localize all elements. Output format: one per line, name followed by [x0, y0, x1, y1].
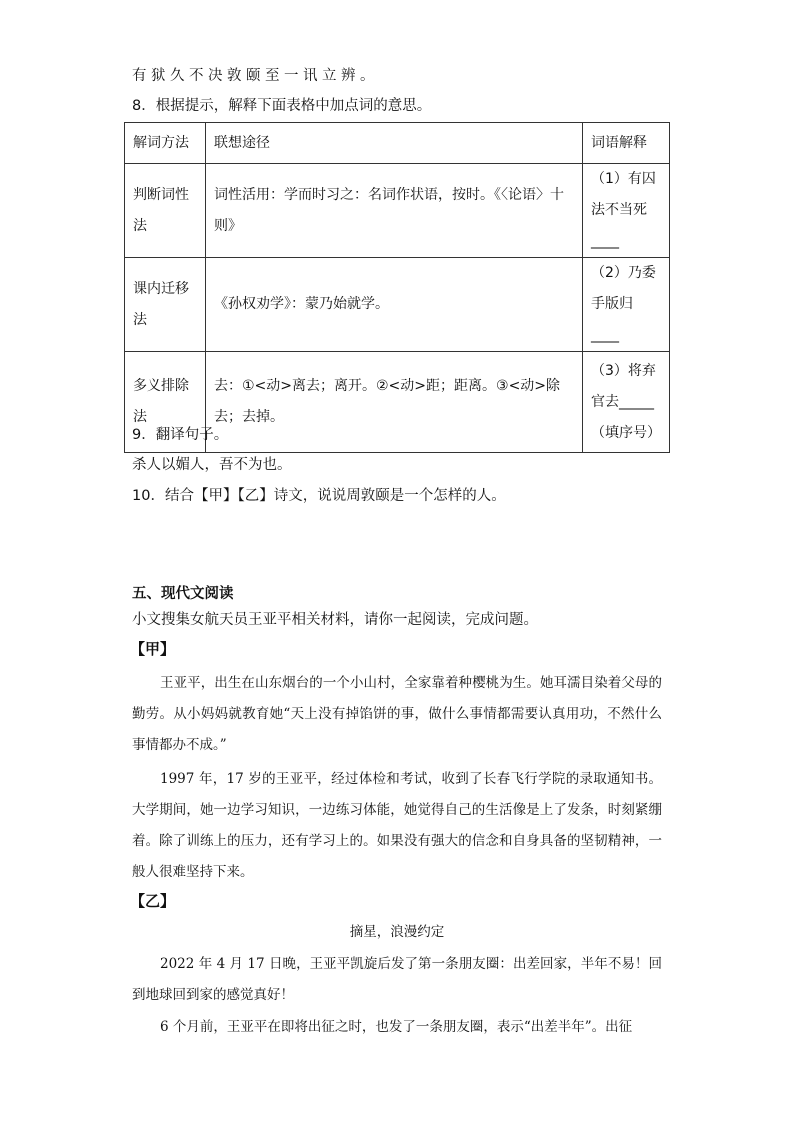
yi-label: 【乙】	[130, 892, 176, 910]
q9-prompt: 9．翻译句子。	[132, 427, 229, 443]
row-method: 多义排除法	[125, 352, 206, 453]
row-answer[interactable]: （3）将弃官去_____（填序号）	[583, 352, 670, 453]
yi-title: 摘星，浪漫约定	[349, 924, 445, 940]
header-method: 解词方法	[125, 123, 206, 164]
row-method: 判断词性法	[125, 164, 206, 258]
jia-label: 【甲】	[130, 640, 176, 658]
row-answer[interactable]: （1）有囚法不当死____	[583, 164, 670, 258]
row-path: 去：①<动>离去；离开。②<动>距；距离。③<动>除去；去掉。	[206, 352, 583, 453]
row-answer[interactable]: （2）乃委手版归 ____	[583, 258, 670, 352]
row-method: 课内迁移法	[125, 258, 206, 352]
jia-paragraph-2: 1997 年，17 岁的王亚平，经过体检和考试，收到了长春飞行学院的录取通知书。大学期间，她一边学习知识，一边练习体能，她觉得自己的生活像是上了发条，时刻紧绷着。除了训练上的压力，还有学习上的。如果没有强大的信念和自身具备的坚韧精神，一般人很难坚持下来。	[132, 771, 662, 880]
intro-line: 有狱久不决敦颐至一讯立辨。	[132, 68, 379, 84]
yi-paragraph-1: 2022 年 4 月 17 日晚，王亚平凯旋后发了第一条朋友圈：出差回家，半年不易！回到地球回到家的感觉真好！	[132, 956, 662, 1003]
section-intro: 小文搜集女航天员王亚平相关材料，请你一起阅读，完成问题。	[132, 612, 538, 628]
row-path: 《孙权劝学》：蒙乃始就学。	[206, 258, 583, 352]
yi-paragraph-2: 6 个月前，王亚平在即将出征之时，也发了一条朋友圈，表示“出差半年”。出征	[160, 1019, 633, 1035]
q8-prompt: 8．根据提示，解释下面表格中加点词的意思。	[132, 98, 432, 114]
header-answer: 词语解释	[583, 123, 670, 164]
q8-table	[124, 122, 670, 453]
q10-prompt: 10．结合【甲】【乙】诗文，说说周敦颐是一个怎样的人。	[132, 488, 506, 504]
section-title: 五、现代文阅读	[132, 586, 234, 602]
q9-sentence: 杀人以媚人，吾不为也。	[132, 457, 292, 473]
header-path: 联想途径	[206, 123, 583, 164]
row-path: 词性活用：学而时习之：名词作状语，按时。《〈论语〉十则》	[206, 164, 583, 258]
jia-paragraph-1: 王亚平，出生在山东烟台的一个小山村，全家靠着种樱桃为生。她耳濡目染着父母的勤劳。从小妈妈就教育她“天上没有掉馅饼的事，做什么事情都需要认真用功，不然什么事情都办不成。”	[132, 675, 662, 753]
